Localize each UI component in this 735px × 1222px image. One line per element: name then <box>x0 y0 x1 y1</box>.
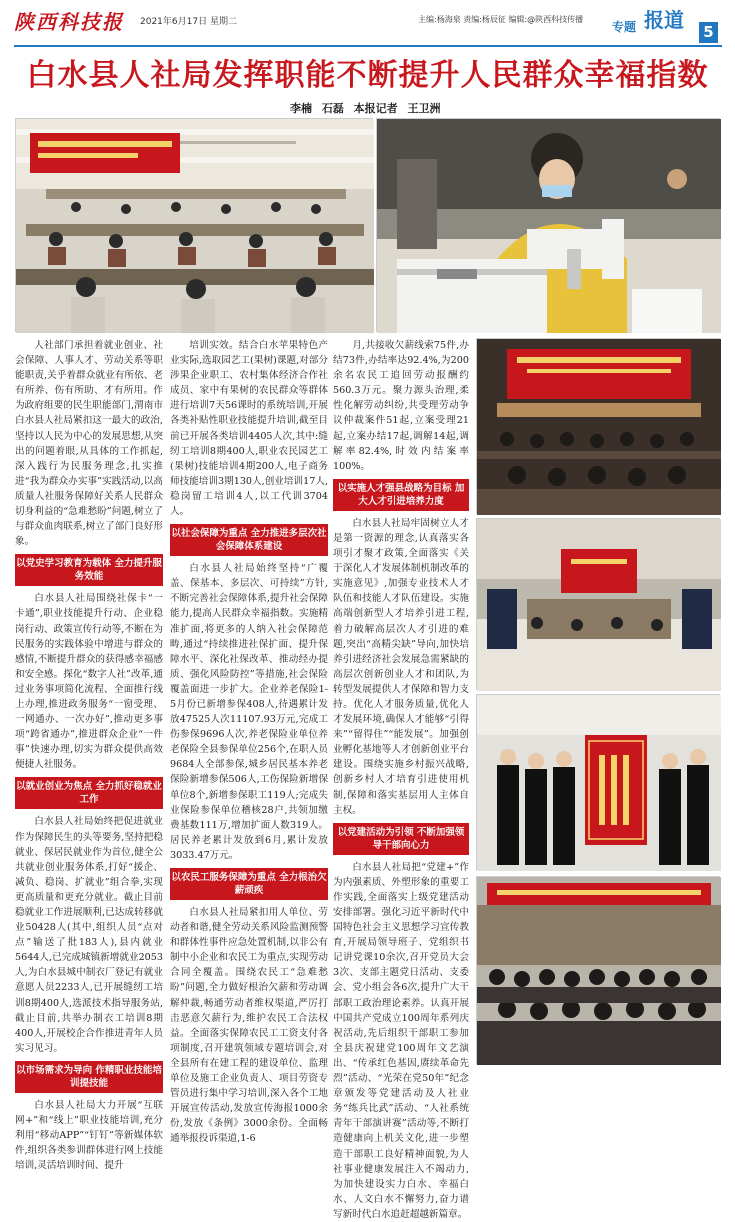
article-column-2 <box>170 338 328 1145</box>
subheading: 以社会保障为重点 全力推进多层次社会保障体系建设 <box>170 524 328 556</box>
banner-presentation-photo <box>476 694 720 870</box>
subheading: 以市场需求为导向 作精职业技能培训提技能 <box>15 1061 163 1093</box>
talent-event-illustration <box>477 519 721 691</box>
issue-date: 2021年6月17日 星期二 <box>140 17 237 27</box>
paragraph: 白水县人社局牢固树立人才是第一资源的理念,认真落实各项引才聚才政策,全面落实《关于深化人才发展体制机制改革的实施意见》,加强专业技术人才队伍和技能人才队伍建设。实施高端创新型人才培养引进工程,着力破解高层次人才引进的难题,突出“高精尖缺”导向,加快培养引进经济社会发展急需紧缺的高层次创新创业人才和团队,为转型发展提供人才保障和智力支持。优化人才服务质量,优化人才发展环境,确保人才能够“引得来”“留得住”“能发展”。加强创业孵化基地等人才创新创业平台建设。围绕实施乡村振兴战略,创新乡村人才培育引进使用机制,保障和落实基层用人主体自主权。 <box>333 517 469 816</box>
article-column-3 <box>333 338 469 1220</box>
subheading: 以实施人才强县战略为目标 加大人才引进培养力度 <box>333 479 469 511</box>
page-number: 5 <box>699 22 718 43</box>
meeting-illustration <box>477 339 721 515</box>
group-photo-illustration <box>477 877 721 1065</box>
paragraph: 白水县人社局始终把促进就业作为保障民生的头等要务,坚持把稳就业、保居民就业作为首位,健全公共就业创业服务体系,打好“援企、减负、稳岗、扩就业”组合拳,实现更高质量和更充分就业。截止目前稳就业工作进展顺利,已达成转移就业50428人(其中,组织人员“点对点”输送了批183人),县内就业5644人,已完成城镇新增就业2053人,为白水县城中制衣厂登记有就业意愿人员2233人,已开展缝纫工培训8期400人,选派技术指导服务站,截止目前,共举办制衣工培训8期400人,开展校企合作推进青年人员实习见习。 <box>15 816 163 1054</box>
meeting-hall-photo <box>476 338 720 514</box>
paragraph: 月,共接收欠薪线索75件,办结73件,办结率达92.4%,为200余名农民工追回劳动报酬约560.3万元。聚力源头治理,柔性化解劳动纠纷,共受理劳动争议仲裁案件51起,立案受理21起,立案办结17起,调解14起,调解率82.4%,时效内结案率100%。 <box>333 340 469 472</box>
paragraph: 白水县人社局围绕社保卡“一卡通”,职业技能提升行动、企业稳岗行动、政策宣传行动等,不断在为民服务的实践体验中增进与群众的感情,不断提升群众的获得感幸福感和安全感。探化“数字人社”改革,通过业务事项简化流程、全面推行线上办理,推进政务服务“一窗受理、一网通办、一次办好”,推动更多事项“跨省通办”,推进群众企业“一件事”快速办理,切实为群众提供高效便捷人社服务。 <box>15 593 163 771</box>
headline: 白水县人社局发挥职能不断提升人民群众幸福指数 <box>26 58 709 93</box>
workshop-photo <box>15 118 373 332</box>
paragraph: 白水县人社局大力开展“互联网+”和“线上”职业技能培训,充分利用“移动APP”“钉钉”等新媒体软件,组织各类参训群体进行网上技能培训,灵活培训时间、提升 <box>15 1099 163 1172</box>
sewing-illustration <box>377 119 721 333</box>
masthead <box>0 0 735 46</box>
newspaper-name: 陕西科技报 <box>14 10 124 34</box>
paragraph: 人社部门承担着就业创业、社会保障、人事人才、劳动关系等职能职责,关乎着群众就业有所依、老有所养、伤有所助、才有所用。作为政府组要的民生职能部门,渭南市白水县人社局紧扣这一最大的政治,坚持以人民为中心的发展思想,从突出的问题着眼,从具体的工作抓起,深入践行为民服务理念,扎实推进“我为群众办实事”实践活动,以高质量人社服务保障好关系人民群众切身利益的“急难愁盼”问题,树立了与群众血肉联系,树立了部门良好形象。 <box>15 340 163 548</box>
byline: 李楠 石磊 本报记者 王卫洲 <box>290 102 441 115</box>
workshop-illustration <box>16 119 374 333</box>
sewing-trainee-photo <box>376 118 720 332</box>
article-column-1 <box>15 338 163 1172</box>
paragraph: 白水县人社局始终坚持“广覆盖、保基本、多层次、可持续”方针,不断完善社会保障体系,提升社会保障能力,提高人民群众幸福指数。实施精准扩面,将更多的人纳入社会保障范畴,通过“持续推进社保扩面、提升保障水平、深化社保改革、推动经办提质、强化风险防控”等措施,社会保险覆盖面进一步扩大。企业养老保险1-5月份已新增参保408人,待遇累计发放47525人次11107.93万元,完成工伤参保9696人次,养老保险业单位养老保险全县参保单位256个,在职人员9684人全部参保,城乡居民基本养老保险新增参保506人,工伤保险新增保单位8个,新增参保职工119人;完成失业保险参保单位稽核28户,共领加缴费基数111万,增加扩面人数319人。居民养老累计发放到6月,累计发放3033.47万元。 <box>170 563 328 861</box>
masthead-rule <box>14 45 722 47</box>
section-report: 报道 <box>644 8 684 32</box>
banner-illustration <box>477 695 721 871</box>
subheading: 以党史学习教育为载体 全力提升服务效能 <box>15 554 163 586</box>
subheading: 以就业创业为焦点 全力抓好稳就业工作 <box>15 777 163 809</box>
group-photo <box>476 876 720 1064</box>
paragraph: 白水县人社局把“党建+”作为内强素质、外塑形象的重要工作实践,全面落实上级党建活动安排部署。强化习近平新时代中国特色社会主义思想学习宣传教育,开展局领导班子、党组织书记讲党课10余次,召开党员大会3次、支部主题党日活动、支委会、党小组会各6次,提升广大干部职工政治理论素养。认真开展中国共产党成立100周年系列庆祝活动,先后组织干部职工参加全县庆祝建党100周年文艺演出、“传承红色基因,赓续革命先烈”活动、“光荣在党50年”纪念章颁发等党建活动及人社业务“练兵比武”活动、“人社系统青年干部演讲赛”活动等,不断打造健康向上机关文化,进一步塑造干部职工良好精神面貌,为人社事业健康发展注入不竭动力,为加快建设实力白水、幸福白水、人文白水不懈努力,奋力谱写新时代白水追赶超越新篇章。 <box>333 861 469 1220</box>
paragraph: 培训实效。结合白水苹果特色产业实际,选取园艺工(果树)课题,对部分涉果企业职工、农村集体经济合作社成员、家中有果树的农民群众等群体进行培训7天56课时的系统培训,开展各类补贴性职业技能提升培训,截至目前已开展各类培训4405人次,其中:缝纫工培训8期400人,职业农民园艺工(果树)技能培训4期200人,电子商务师技能培训3期130人,创业培训17人,稳岗留工培训4人,以工代训3704人。 <box>170 340 328 518</box>
subheading: 以农民工服务保障为重点 全力根治欠薪顽疾 <box>170 868 328 900</box>
subheading: 以党建活动为引领 不断加强领导干部向心力 <box>333 823 469 855</box>
talent-event-photo <box>476 518 720 690</box>
editor-credits: 主编:杨海泉 责编:杨辰征 编辑:@陕西科技传播 <box>418 15 584 24</box>
section-topic: 专题 <box>612 20 637 34</box>
paragraph: 白水县人社局紧扣用人单位、劳动者和谐,健全劳动关系风险监测预警和群体性事件应急处置机制,以非公有制中小企业和农民工为重点,实现劳动合同全覆盖。围绕农民工“急难愁盼”问题,全力做好根治欠薪和劳动调解仲裁,畅通劳动者维权渠道,严厉打击恶意欠薪行为,维护农民工合法权益。全面落实保障农民工工资支付各项制度,召开建筑领域专题培训会,对全县所有在建工程的建设单位、监理单位及施工企业负责人、项目劳资专管员进行集中学习培训,深入各个工地开展宣传活动,发放宣传海报1000余份,发放《条例》3000余份。全面畅通举报投诉渠道,1-6 <box>170 907 328 1145</box>
